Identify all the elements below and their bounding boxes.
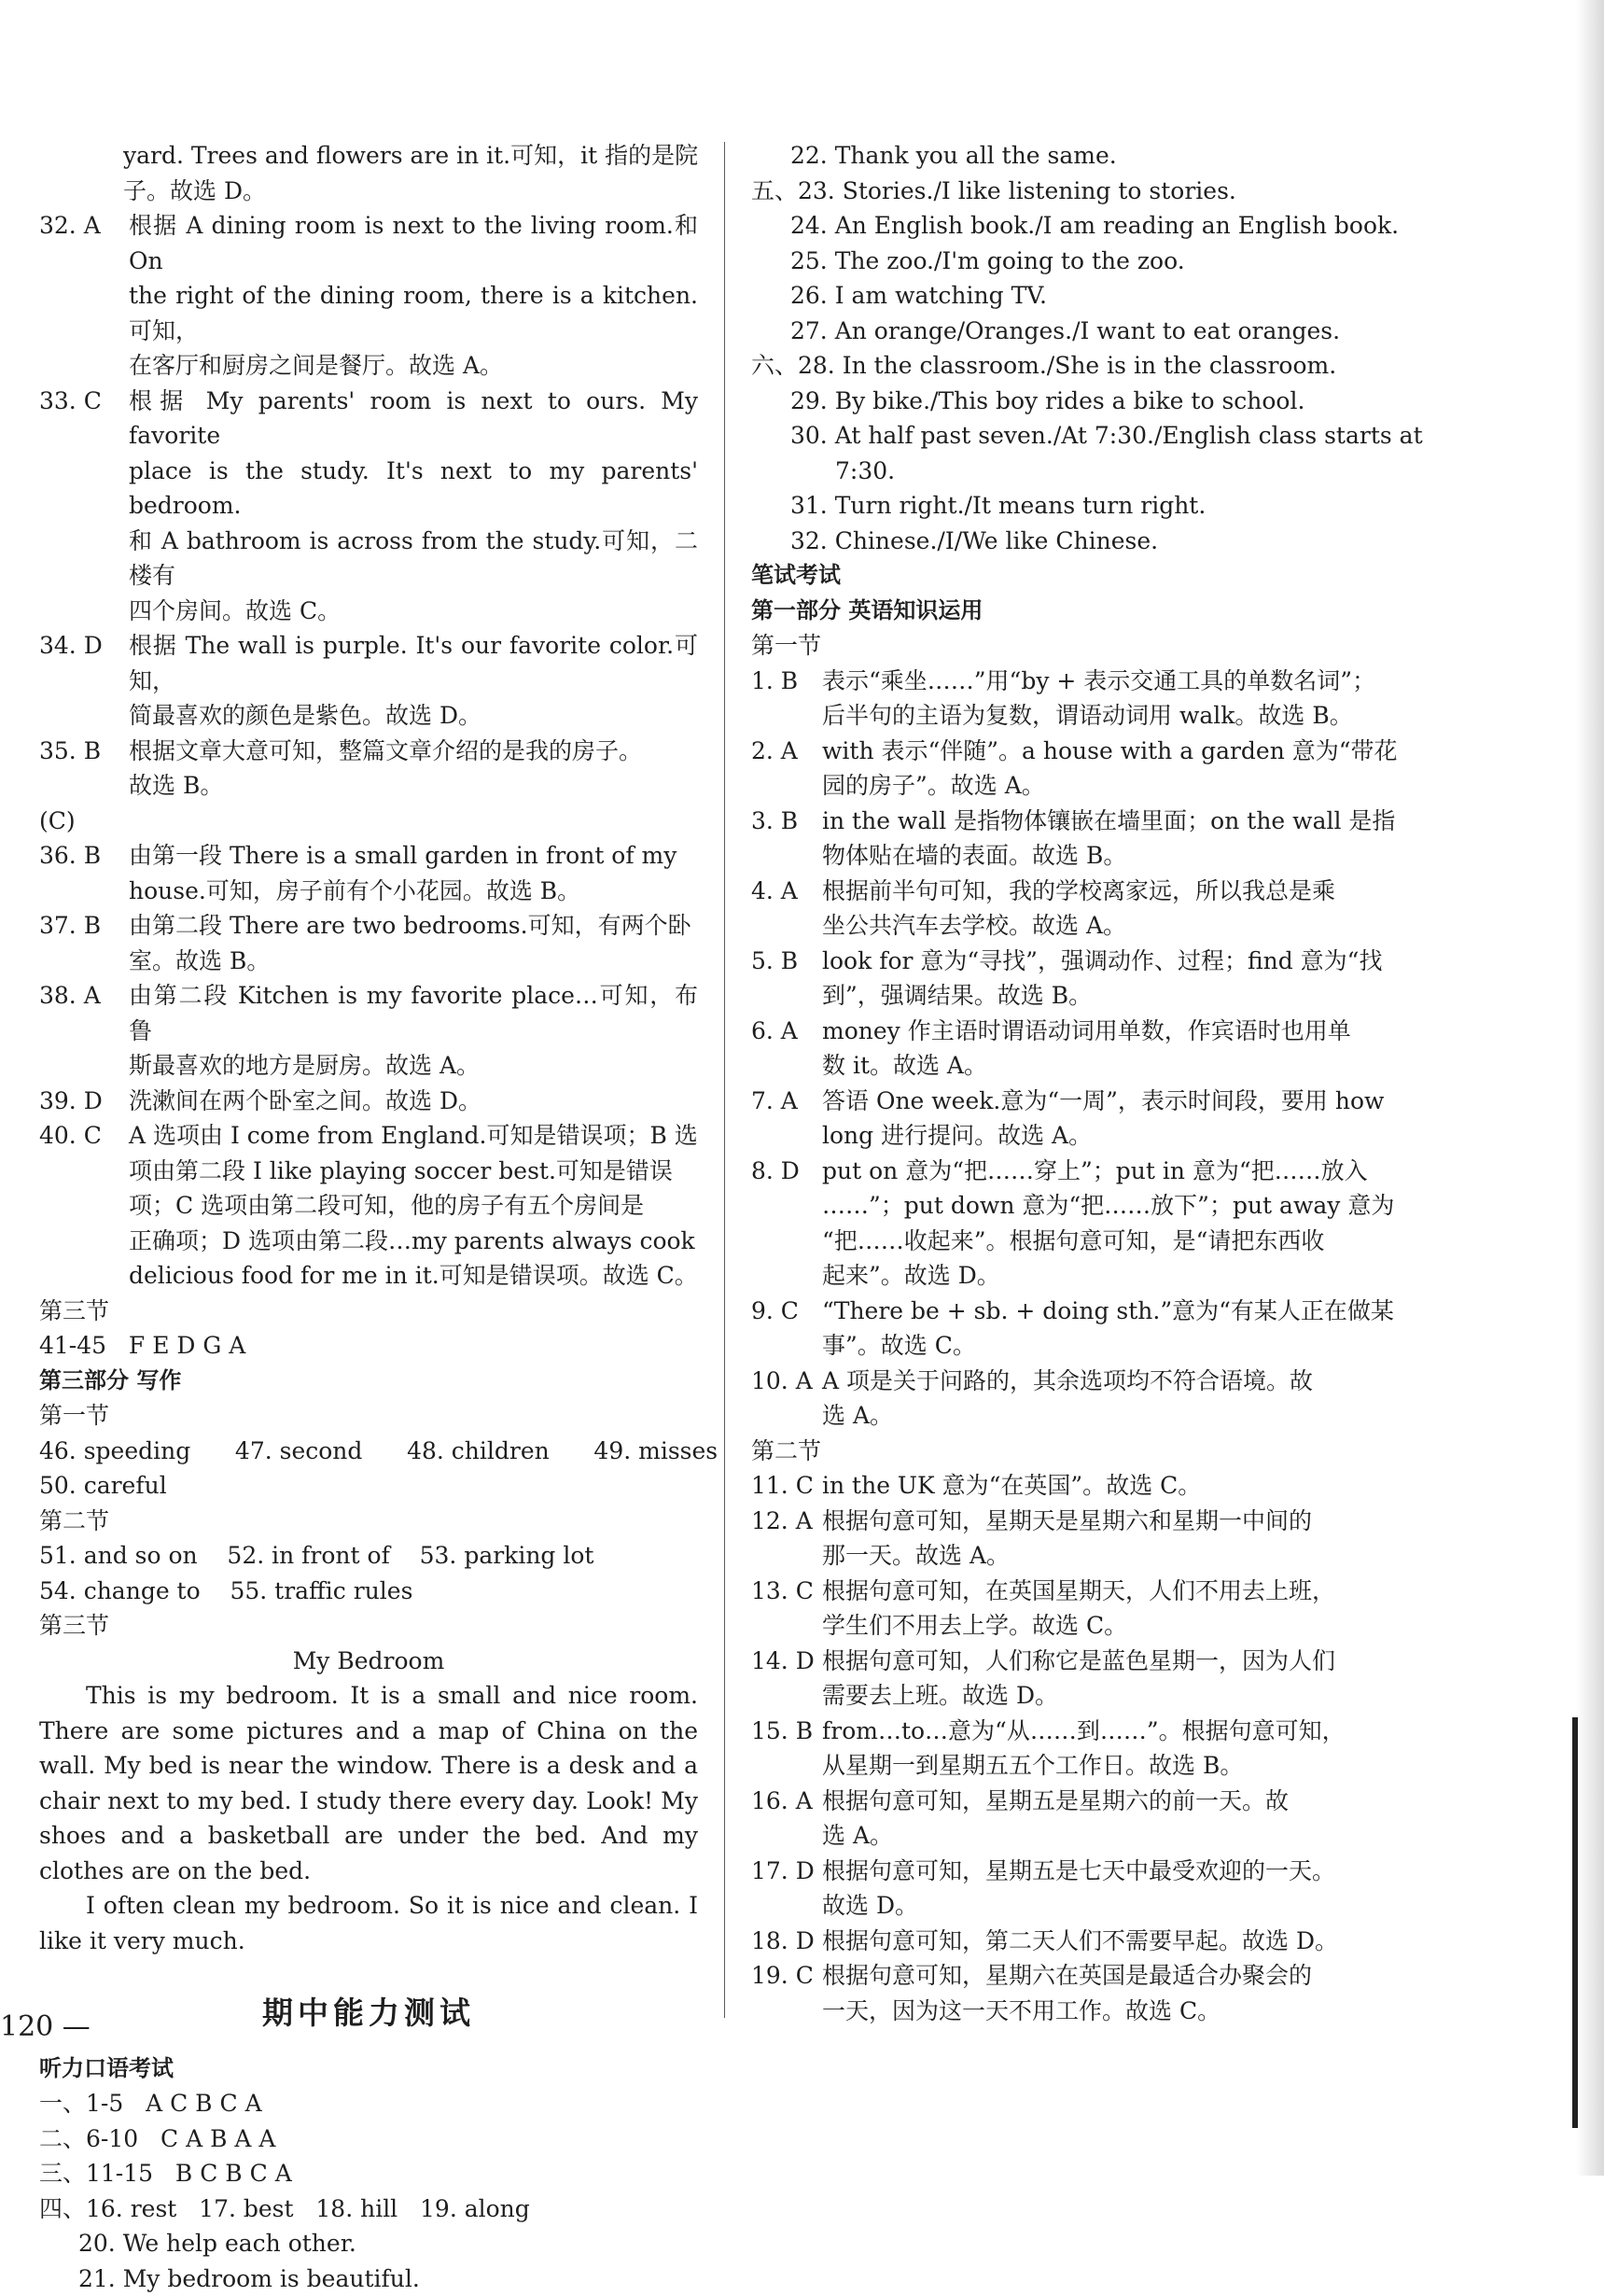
answer-item: 35. B 根据文章大意可知，整篇文章介绍的是我的房子。 故选 B。 bbox=[39, 734, 698, 804]
answer-number: 33. C bbox=[39, 384, 129, 419]
answer-number: 18. D bbox=[751, 1924, 822, 1959]
answer-item: 12. A 根据句意可知，星期天是星期六和星期一中间的 那一天。故选 A。 bbox=[751, 1504, 1404, 1574]
right-column bbox=[751, 138, 1404, 2028]
answer-number: 32. A bbox=[39, 208, 129, 244]
answer-32: 32. Chinese./I/We like Chinese. bbox=[751, 524, 1404, 559]
answer-item: 37. B 由第二段 There are two bedrooms.可知，有两个卧 室。故选 B。 bbox=[39, 908, 698, 978]
answer-46-49: 46. speeding 47. second 48. children 49. misses bbox=[39, 1434, 698, 1469]
answer-27: 27. An orange/Oranges./I want to eat oranges. bbox=[751, 314, 1404, 349]
answer-number: 10. A bbox=[751, 1364, 822, 1399]
essay-title: My Bedroom bbox=[39, 1644, 698, 1679]
answer-26: 26. I am watching TV. bbox=[751, 278, 1404, 314]
answer-number: 14. D bbox=[751, 1644, 822, 1679]
answer-number: 12. A bbox=[751, 1504, 822, 1539]
answer-number: 3. B bbox=[751, 804, 822, 839]
answer-item: 3. B in the wall 是指物体镶嵌在墙里面；on the wall 是指 物体贴在墙的表面。故选 B。 bbox=[751, 804, 1404, 874]
listening-answer-20: 20. We help each other. bbox=[39, 2226, 698, 2261]
answer-item: 39. D 洗漱间在两个卧室之间。故选 D。 bbox=[39, 1084, 698, 1119]
answer-number: 16. A bbox=[751, 1784, 822, 1819]
answer-item: 16. A 根据句意可知，星期五是星期六的前一天。故 选 A。 bbox=[751, 1784, 1404, 1854]
answer-item: 40. C A 选项由 I come from England.可知是错误项；B 选 项由第二段 I like playing soccer best.可知是错误 项；C 选项由第二段可知，他的房子有五个房间是 正确项；D 选项由第二段…my parents always cook delicious food for me in it.可知是错误项。故选 C。 bbox=[39, 1118, 698, 1294]
answer-item: 33. C 根据 My parents' room is next to ours. My favorite place is the study. It's next to my parents' bedroom. 和 A bathroom is across from the study.可知，二楼有 四个房间。故选 C。 bbox=[39, 384, 698, 629]
listening-answers-4: 四、16. rest 17. best 18. hill 19. along bbox=[39, 2191, 698, 2227]
answer-number: 1. B bbox=[751, 664, 822, 699]
answer-item: 13. C 根据句意可知，在英国星期天，人们不用去上班， 学生们不用去上学。故选 C。 bbox=[751, 1574, 1404, 1644]
part-heading: 第三部分 写作 bbox=[39, 1364, 698, 1399]
answer-number: 15. B bbox=[751, 1714, 822, 1749]
answer-23: 五、23. Stories./I like listening to stories. bbox=[751, 174, 1404, 209]
section-label: 第一节 bbox=[39, 1398, 698, 1434]
section-label: 第二节 bbox=[751, 1434, 1404, 1469]
listening-answers-3: 三、11-15 B C B C A bbox=[39, 2156, 698, 2191]
left-column bbox=[39, 138, 698, 2296]
answer-number: 13. C bbox=[751, 1574, 822, 1609]
essay-paragraph: I often clean my bedroom. So it is nice and clean. I like it very much. bbox=[39, 1888, 698, 1958]
listening-answers-1: 一、1-5 A C B C A bbox=[39, 2086, 698, 2121]
answer-number: 36. B bbox=[39, 838, 129, 874]
section-label: 第二节 bbox=[39, 1504, 698, 1539]
answer-item: 38. A 由第二段 Kitchen is my favorite place…可知，布鲁 斯最喜欢的地方是厨房。故选 A。 bbox=[39, 978, 698, 1084]
answer-number: 5. B bbox=[751, 944, 822, 979]
answer-28: 六、28. In the classroom./She is in the classroom. bbox=[751, 348, 1404, 384]
answer-item: 17. D 根据句意可知，星期五是七天中最受欢迎的一天。 故选 D。 bbox=[751, 1854, 1404, 1924]
essay-paragraph: This is my bedroom. It is a small and nice room. There are some pictures and a map of China on the wall. My bed is near the window. There is a desk and a chair next to my bed. I study there every day. Look! My shoes and a basketball are under the bed. And my clothes are on the bed. bbox=[39, 1678, 698, 1888]
answer-item: 6. A money 作主语时谓语动词用单数，作宾语时也用单 数 it。故选 A。 bbox=[751, 1014, 1404, 1084]
answer-number: 4. A bbox=[751, 874, 822, 909]
answer-41-45: 41-45 F E D G A bbox=[39, 1328, 698, 1364]
answer-number: 39. D bbox=[39, 1084, 129, 1119]
section-c-label: (C) bbox=[39, 804, 698, 839]
answer-31-cont: 子。故选 D。 bbox=[39, 174, 698, 209]
answer-number: 11. C bbox=[751, 1468, 822, 1504]
answer-item: 32. A 根据 A dining room is next to the living room.和 On the right of the dining room, there is a kitchen.可知， 在客厅和厨房之间是餐厅。故选 A。 bbox=[39, 208, 698, 384]
answer-54-55: 54. change to 55. traffic rules bbox=[39, 1574, 698, 1609]
midterm-title: 期中能力测试 bbox=[39, 1995, 698, 2031]
answer-number: 8. D bbox=[751, 1154, 822, 1189]
page-number: 120 — bbox=[0, 2009, 91, 2045]
answer-item: 8. D put on 意为“把……穿上”；put in 意为“把……放入 ……”；put down 意为“把……放下”；put away 意为 “把……收起来”。根据句意可知，是“请把东西收 起来”。故选 D。 bbox=[751, 1154, 1404, 1294]
answer-51-53: 51. and so on 52. in front of 53. parking lot bbox=[39, 1538, 698, 1574]
answer-item: 2. A with 表示“伴随”。a house with a garden 意为“带花 园的房子”。故选 A。 bbox=[751, 734, 1404, 804]
answer-item: 36. B 由第一段 There is a small garden in front of my house.可知，房子前有个小花园。故选 B。 bbox=[39, 838, 698, 908]
column-divider bbox=[724, 142, 725, 2018]
answer-item: 10. A A 项是关于问路的，其余选项均不符合语境。故 选 A。 bbox=[751, 1364, 1404, 1434]
answer-item: 14. D 根据句意可知，人们称它是蓝色星期一，因为人们 需要去上班。故选 D。 bbox=[751, 1644, 1404, 1714]
answer-number: 17. D bbox=[751, 1854, 822, 1889]
answer-item: 7. A 答语 One week.意为“一周”，表示时间段，要用 how long 进行提问。故选 A。 bbox=[751, 1084, 1404, 1154]
answer-50: 50. careful bbox=[39, 1468, 698, 1504]
answer-30-cont: 7:30. bbox=[751, 454, 1404, 489]
answer-item: 19. C 根据句意可知，星期六在英国是最适合办聚会的 一天，因为这一天不用工作。故选 C。 bbox=[751, 1958, 1404, 2028]
answer-number: 19. C bbox=[751, 1958, 822, 1994]
section-label: 第三节 bbox=[39, 1294, 698, 1329]
answer-item: 34. D 根据 The wall is purple. It's our favorite color.可知， 简最喜欢的颜色是紫色。故选 D。 bbox=[39, 628, 698, 734]
answer-24: 24. An English book./I am reading an English book. bbox=[751, 208, 1404, 244]
listening-answer-21: 21. My bedroom is beautiful. bbox=[39, 2261, 698, 2296]
answer-number: 38. A bbox=[39, 978, 129, 1014]
answer-29: 29. By bike./This boy rides a bike to school. bbox=[751, 384, 1404, 419]
answer-item: 9. C “There be + sb. + doing sth.”意为“有某人正在做某 事”。故选 C。 bbox=[751, 1294, 1404, 1364]
answer-item: 18. D 根据句意可知，第二天人们不需要早起。故选 D。 bbox=[751, 1924, 1404, 1959]
answer-item: 11. C in the UK 意为“在英国”。故选 C。 bbox=[751, 1468, 1404, 1504]
page-edge-shadow bbox=[1576, 0, 1604, 2176]
answer-item: 4. A 根据前半句可知，我的学校离家远，所以我总是乘 坐公共汽车去学校。故选 A。 bbox=[751, 874, 1404, 944]
answer-item: 15. B from…to…意为“从……到……”。根据句意可知， 从星期一到星期五五个工作日。故选 B。 bbox=[751, 1714, 1404, 1784]
part-heading: 第一部分 英语知识运用 bbox=[751, 594, 1404, 629]
answer-number: 37. B bbox=[39, 908, 129, 944]
page-edge-mark bbox=[1572, 1717, 1578, 2128]
answer-number: 6. A bbox=[751, 1014, 822, 1049]
answer-number: 7. A bbox=[751, 1084, 822, 1119]
answer-22: 22. Thank you all the same. bbox=[751, 138, 1404, 174]
written-heading: 笔试考试 bbox=[751, 558, 1404, 594]
answer-number: 40. C bbox=[39, 1118, 129, 1154]
answer-item: 1. B 表示“乘坐……”用“by + 表示交通工具的单数名词”； 后半句的主语为复数，谓语动词用 walk。故选 B。 bbox=[751, 664, 1404, 734]
answer-number: 34. D bbox=[39, 628, 129, 664]
listening-answers-2: 二、6-10 C A B A A bbox=[39, 2121, 698, 2157]
section-label: 第一节 bbox=[751, 628, 1404, 664]
answer-31: 31. Turn right./It means turn right. bbox=[751, 488, 1404, 524]
answer-number: 2. A bbox=[751, 734, 822, 769]
answer-30: 30. At half past seven./At 7:30./English class starts at bbox=[751, 418, 1404, 454]
listening-heading: 听力口语考试 bbox=[39, 2051, 698, 2087]
section-label: 第三节 bbox=[39, 1608, 698, 1644]
answer-25: 25. The zoo./I'm going to the zoo. bbox=[751, 244, 1404, 279]
answer-31-cont: yard. Trees and flowers are in it.可知，it 指的是院 bbox=[39, 138, 698, 174]
answer-item: 5. B look for 意为“寻找”，强调动作、过程；find 意为“找 到”，强调结果。故选 B。 bbox=[751, 944, 1404, 1014]
answer-number: 9. C bbox=[751, 1294, 822, 1329]
answer-number: 35. B bbox=[39, 734, 129, 769]
